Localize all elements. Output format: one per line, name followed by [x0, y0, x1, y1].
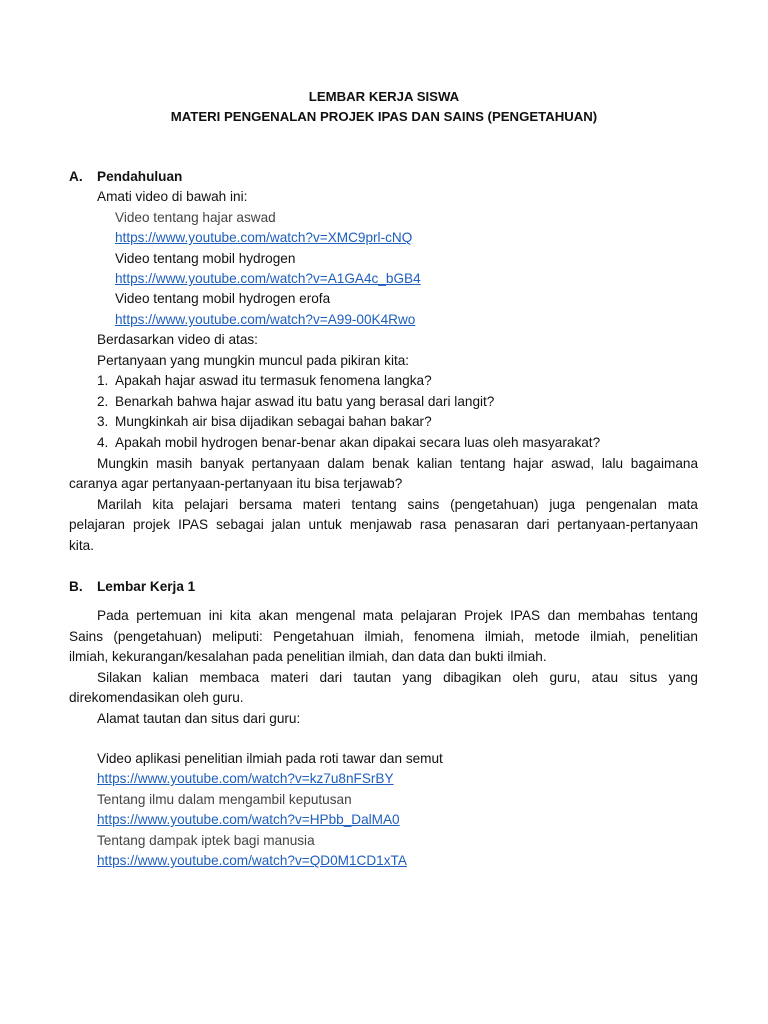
question-item [97, 414, 432, 429]
question-item [97, 373, 432, 388]
video-title: Video aplikasi penelitian ilmiah pada roti tawar dan semut [97, 751, 443, 766]
question-text: Apakah mobil hydrogen benar-benar akan dipakai secara luas oleh masyarakat? [115, 435, 601, 450]
question-item [97, 394, 494, 409]
question-item [97, 435, 600, 450]
doc-subtitle: MATERI PENGENALAN PROJEK IPAS DAN SAINS (PENGETAHUAN) [170, 109, 598, 124]
section-a-intro: Amati video di bawah ini: [97, 189, 248, 204]
section-a-letter: A. [69, 169, 83, 184]
paragraph-line: pelajaran projek IPAS sebagai jalan untuk menjawab rasa penasaran dari pertanyaan-pertanyaan [69, 517, 698, 532]
paragraph-line: Silakan kalian membaca materi dari tautan yang dibagikan oleh guru, atau situs yang [97, 670, 698, 685]
paragraph-line: kita. [69, 538, 94, 553]
question-text: Apakah hajar aswad itu termasuk fenomena langka? [115, 373, 432, 388]
section-b-heading: Lembar Kerja 1 [97, 579, 196, 594]
video-link[interactable]: https://www.youtube.com/watch?v=QD0M1CD1xTA [97, 853, 407, 868]
video-title: Tentang ilmu dalam mengambil keputusan [97, 792, 352, 807]
video-link[interactable]: https://www.youtube.com/watch?v=A1GA4c_bGB4 [115, 271, 421, 286]
video-link[interactable]: https://www.youtube.com/watch?v=kz7u8nFSrBY [97, 771, 394, 786]
video-title: Tentang dampak iptek bagi manusia [97, 833, 315, 848]
paragraph-line: Marilah kita pelajari bersama materi tentang sains (pengetahuan) juga pengenalan mata [97, 497, 698, 512]
doc-title: LEMBAR KERJA SISWA [308, 89, 460, 104]
paragraph-line: Sains (pengetahuan) meliputi: Pengetahuan ilmiah, fenomena ilmiah, metode ilmiah, penelitian [69, 629, 698, 644]
question-number: 4. [97, 435, 109, 450]
question-number: 1. [97, 373, 109, 388]
paragraph-line: Mungkin masih banyak pertanyaan dalam benak kalian tentang hajar aswad, lalu bagaimana [97, 456, 698, 471]
paragraph-line: direkomendasikan oleh guru. [69, 690, 244, 705]
question-text: Benarkah bahwa hajar aswad itu batu yang berasal dari langit? [115, 394, 495, 409]
section-b-letter: B. [69, 579, 83, 594]
video-link[interactable]: https://www.youtube.com/watch?v=XMC9prl-cNQ [115, 230, 413, 245]
video-title: Video tentang hajar aswad [115, 210, 276, 225]
video-link[interactable]: https://www.youtube.com/watch?v=HPbb_DalMA0 [97, 812, 400, 827]
question-number: 3. [97, 414, 109, 429]
video-title: Video tentang mobil hydrogen erofa [115, 291, 331, 306]
video-title: Video tentang mobil hydrogen [115, 251, 296, 266]
paragraph-line: ilmiah, kekurangan/kesalahan pada penelitian ilmiah, dan data dan bukti ilmiah. [69, 649, 547, 664]
question-text: Mungkinkah air bisa dijadikan sebagai bahan bakar? [115, 414, 432, 429]
question-number: 2. [97, 394, 109, 409]
video-link[interactable]: https://www.youtube.com/watch?v=A99-00K4Rwo [115, 312, 416, 327]
links-intro: Alamat tautan dan situs dari guru: [97, 711, 301, 726]
section-a-heading: Pendahuluan [97, 169, 183, 184]
after-video-text: Berdasarkan video di atas: [97, 332, 258, 347]
paragraph-line: Pada pertemuan ini kita akan mengenal mata pelajaran Projek IPAS dan membahas tentang [97, 608, 698, 623]
questions-intro: Pertanyaan yang mungkin muncul pada pikiran kita: [97, 353, 410, 368]
paragraph-line: caranya agar pertanyaan-pertanyaan itu bisa terjawab? [69, 476, 403, 491]
